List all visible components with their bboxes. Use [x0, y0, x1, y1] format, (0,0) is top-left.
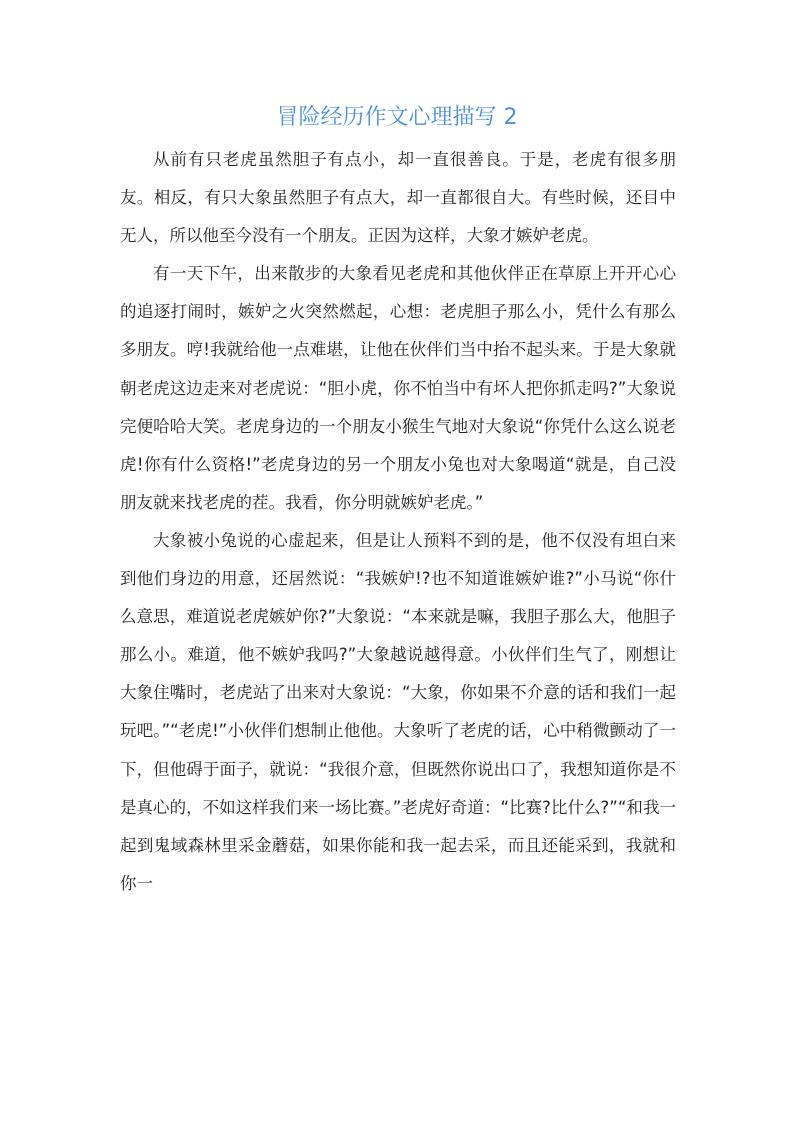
paragraph: 大象被小兔说的心虚起来，但是让人预料不到的是，他不仅没有坦白来到他们身边的用意，还居然说：“我嫉妒!?也不知道谁嫉妒谁?”小马说“你什么意思，难道说老虎嫉妒你?”大象说：“本来就是嘛，我胆子那么大，他胆子那么小。难道，他不嫉妒我吗?”大象越说越得意。小伙伴们生气了，刚想让大象住嘴时，老虎站了出来对大象说：“大象，你如果不介意的话和我们一起玩吧。”“老虎!”小伙伴们想制止他他。大象听了老虎的话，心中稍微颤动了一下，但他碍于面子，就说：“我很介意，但既然你说出口了，我想知道你是不是真心的，不如这样我们来一场比赛。”老虎好奇道：“比赛?比什么?”“和我一起到鬼域森林里采金蘑菇，如果你能和我一起去采，而且还能采到，我就和你一 [120, 530, 676, 893]
paragraph: 从前有只老虎虽然胆子有点小，却一直很善良。于是，老虎有很多朋友。相反，有只大象虽然胆子有点大，却一直都很自大。有些时候，还目中无人，所以他至今没有一个朋友。正因为这样，大象才嫉妒老虎。 [120, 150, 676, 246]
document-title: 冒险经历作文心理描写 2 [276, 105, 518, 130]
document-body [120, 141, 676, 903]
paragraph: 有一天下午，出来散步的大象看见老虎和其他伙伴正在草原上开开心心的追逐打闹时，嫉妒之火突然燃起，心想：老虎胆子那么小，凭什么有那么多朋友。哼!我就给他一点难堪，让他在伙伴们当中抬不起头来。于是大象就朝老虎这边走来对老虎说：“胆小虎，你不怕当中有坏人把你抓走吗?”大象说完便哈哈大笑。老虎身边的一个朋友小猴生气地对大象说“你凭什么这么说老虎!你有什么资格!”老虎身边的另一个朋友小兔也对大象喝道“就是，自己没朋友就来找老虎的茬。我看，你分明就嫉妒老虎。” [120, 264, 676, 512]
